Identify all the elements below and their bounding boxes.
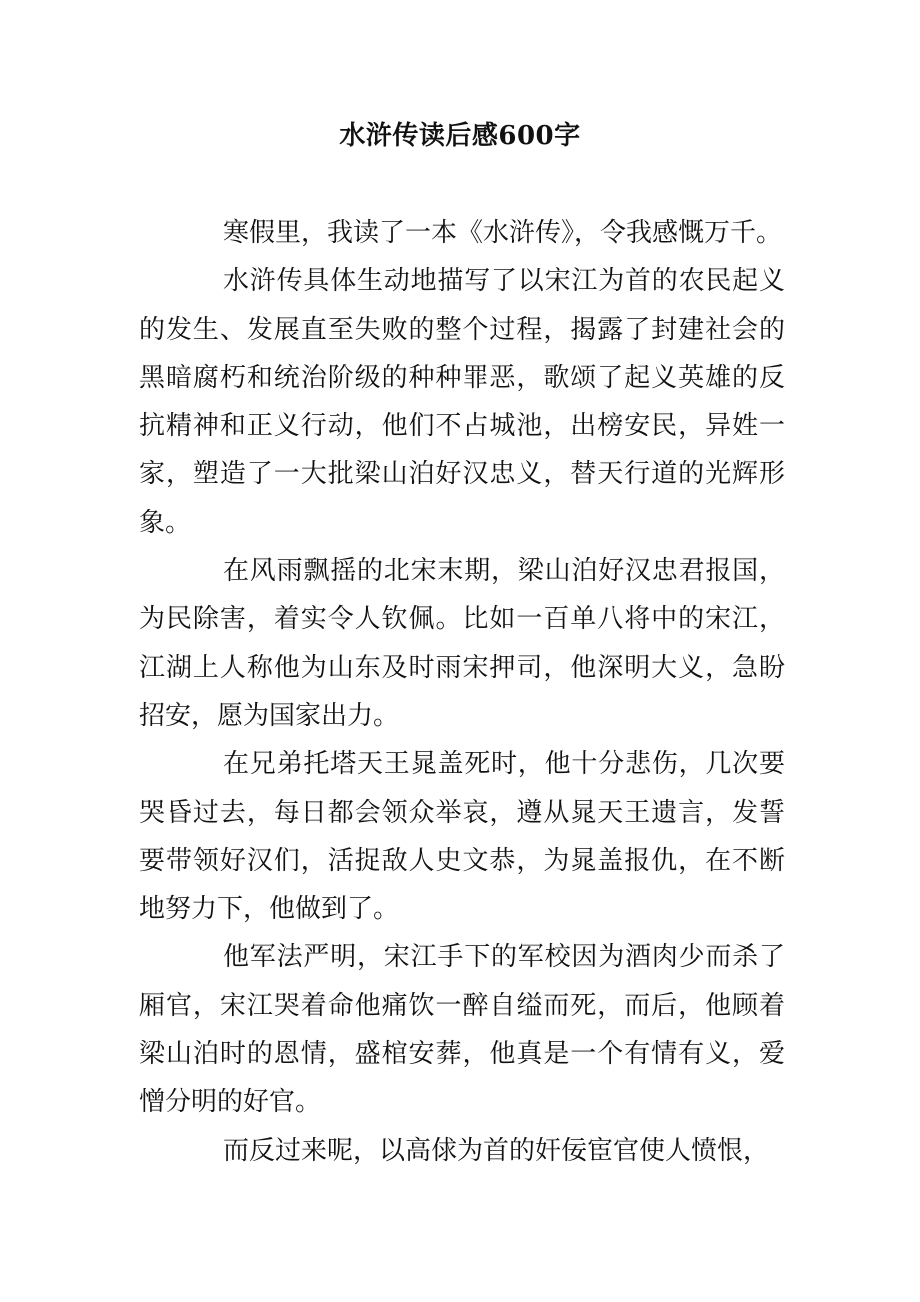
article-body [139, 209, 785, 1175]
paragraph-6: 而反过来呢，以高俅为首的奸佞宦官使人愤恨， [223, 1135, 770, 1166]
paragraph-1: 寒假里，我读了一本《水浒传》，令我感慨万千。 [223, 218, 783, 248]
page-title: 水浒传读后感600字 [339, 121, 581, 151]
paragraph-4: 在兄弟托塔天王晁盖死时，他十分悲伤，几次要哭昏过去，每日都会领众举哀，遵从晁天王遗言，发誓要带领好汉们，活捉敌人史文恭，为晁盖报仇，在不断地努力下，他做到了。 [139, 749, 785, 925]
paragraph-5: 他军法严明，宋江手下的军校因为酒肉少而杀了厢官，宋江哭着命他痛饮一醉自缢而死，而后，他顾着梁山泊时的恩情，盛棺安葬，他真是一个有情有义，爱憎分明的好官。 [139, 942, 785, 1118]
paragraph-2: 水浒传具体生动地描写了以宋江为首的农民起义的发生、发展直至失败的整个过程，揭露了封建社会的黑暗腐朽和统治阶级的种种罪恶，歌颂了起义英雄的反抗精神和正义行动，他们不占城池，出榜安民，异姓一家，塑造了一大批梁山泊好汉忠义，替天行道的光辉形象。 [139, 266, 785, 538]
paragraph-3: 在风雨飘摇的北宋末期，梁山泊好汉忠君报国，为民除害，着实令人钦佩。比如一百单八将中的宋江，江湖上人称他为山东及时雨宋押司，他深明大义，急盼招安，愿为国家出力。 [139, 556, 785, 731]
